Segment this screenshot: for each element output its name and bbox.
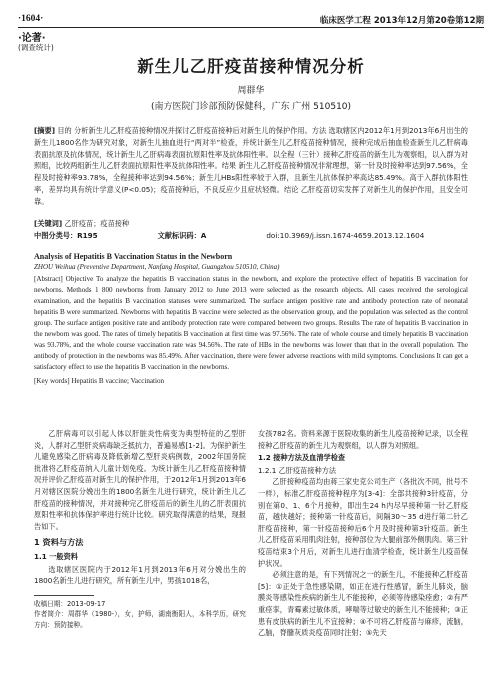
paragraph-1-1: 选取辖区医院内于2012年1月到2013年6月对分娩出生的1800名新生儿进行研究，所有新生儿中，男孩1018名， [34, 564, 246, 586]
header-rule [18, 27, 484, 28]
received-date: 收稿日期：2013-09-17 [34, 599, 106, 608]
cn-abstract [34, 125, 468, 208]
cn-abstract-label: [摘要] [34, 126, 55, 135]
running-header [18, 14, 484, 28]
right-column [258, 428, 468, 639]
section-heading-1: 1 资料与方法 [34, 537, 84, 548]
en-abstract: [Abstract] Objective To analyze the hepatitis B vaccination status in the newborn, and explore the protective effect of hepatitis B vaccination for newborns. Methods 1 800 newborns from January 2012 to June 2013 were selected as the research objects. All cases received the serological examination, and the hepatitis B vaccination statuses were summarized. The surface antigen positive rate and antibody protection rate of neonatal hepatitis B were summarized. Newborns with hepatitis B vaccine were selected as the observation group, and the population was selected as the control group. The surface antigen positive rate and antibody protection rate were compared between two groups. Results The rate of hepatitis B vaccination in the newborn was good. The rates of timely hepatitis B vaccination at first time was 97.56%. The rate of whole course and timely hepatitis B vaccination was 93.78%, and the whole course vaccination rate was 94.56%. The rate of HBs in the newborns was lower than that in the overall population. The antibody of protection in the newborns was 85.49%. After vaccination, there were fewer adverse reactions with mild symptoms. Conclusions It can get a satisfactory effect to use the hepatitis B vaccination in the newborns. [34, 275, 468, 371]
section-heading-1-2-1: 1.2.1 乙肝疫苗接种方法 [258, 465, 337, 475]
cn-keywords [34, 218, 468, 230]
author: 周群华 [237, 86, 265, 96]
english-abstract-block [34, 252, 468, 385]
section-heading-1-2: 1.2 接种方法及血清学检查 [258, 453, 346, 463]
en-author: ZHOU Weihua (Preventive Department, Nanfang Hospital, Guangzhou 510510, China) [34, 263, 280, 271]
clc-number: 中图分类号：R195 [34, 230, 98, 240]
paragraph-continue: 女孩782名。资料来源于医院收集的新生儿疫苗接种记录，以全程接种乙肝疫苗的新生儿为观察组，以人群为对照组。 [258, 429, 468, 450]
cn-keywords-text: 乙肝疫苗；疫苗接种 [64, 219, 130, 228]
page-number: ·1604· [18, 14, 44, 24]
classification-row [34, 230, 468, 242]
doc-code: 文献标识码：A [157, 230, 207, 240]
left-column [34, 428, 246, 630]
footnote-rule [34, 595, 94, 596]
doi: doi:10.3969/j.issn.1674-4659.2013.12.1604 [266, 230, 425, 240]
cn-meta [34, 218, 468, 242]
section-heading-1-1: 1.1 一般资料 [34, 551, 78, 561]
journal-info: 临床医学工程 2013年12月第20卷第12期 [319, 16, 484, 26]
paragraph-method: 乙肝接种疫苗均由蒋三家史克公司生产（各批次不同，批号不一样），标准乙肝疫苗接种程序为[3-4]：全部共接种3针疫苗，分别在第0、1、6个月接种，即出生24 h内尽早接种第一针乙肝疫苗，越快越好；接种第一针疫苗后，间隔30～35 d进行第二针乙肝疫苗接种，第一针疫苗接种后6个月及时接种第3针疫苗。新生儿乙肝疫苗采用肌肉注射，接种部位为大腿前部外侧肌肉。第三针疫苗结束3个月后，对新生儿进行血清学检查，统计新生儿疫苗保护状况。 [258, 477, 468, 568]
author-bio: 作者简介：周群华（1980-），女，护师，湖南衡阳人，本科学历，研究方向：预防接种。 [34, 610, 246, 629]
column-subtitle: (调查统计) [18, 43, 54, 52]
column-title: ·论著· [18, 33, 46, 44]
en-keywords: [Key words] Hepatitis B vaccine; Vaccination [34, 377, 165, 385]
cn-abstract-text: 目的 分析新生儿乙肝疫苗接种情况并探讨乙肝疫苗接种后对新生儿的保护作用。方法 选取辖区内2012年1月到2013年6月出生的新生儿1800名作为研究对象，对新生儿抽血进行“两对半”检查，并统计新生儿乙肝疫苗接种情况，接种完成后抽血检查新生儿乙肝病毒表面抗原及抗体情况，统计新生儿乙肝病毒表面抗原阳性率及抗体阳性率。以全程（三针）接种乙肝疫苗的新生儿为观察组，以入群为对照组，比较两组新生儿乙肝表面抗原阳性率及抗体阳性率。结果 新生儿乙肝疫苗接种情况非常理想，第一针及时接种率达到97.56%，全程及时接种率93.78%，全程接种率达到94.56%；新生儿HBs阳性率较于入群，且新生儿抗体保护率高达85.49%。高于入群抗体阳性率，差异均具有统计学意义(P<0.05)；疫苗接种后，不良反应少且症状轻微。结论 乙肝疫苗切实发挥了对新生儿的保护作用，且安全可靠。 [34, 126, 468, 206]
cn-keywords-label: [关键词] [34, 219, 63, 228]
affiliation: (南方医院门诊部预防保健科，广东 广州 510510) [150, 102, 352, 112]
paragraph-contraindications: 必须注意的是，有下列情况之一的新生儿，不能接种乙肝疫苗[5]：①正处于急性感染期，如正在进行性感冒，新生儿肺炎，脑膜炎等感染性疾病的新生儿不能接种，必须等待感染痊愈；②有严重痉挛，青霉素过敏体质，哮喘等过敏史的新生儿不能接种；③正患有皮肤病的新生儿不宜接种；④不可将乙肝疫苗与麻疹，流脑，乙脑，脊髓灰质炎疫苗同时注射；⑤先天 [258, 570, 468, 638]
intro-paragraph: 乙肝病毒可以引起人体以肝脏炎性病变为典型特征的乙型肝炎，人群对乙型肝炎病毒缺乏抵抗力，普遍易感[1-2]。为保护新生儿避免感染乙肝病毒及降低新增乙型肝炎病例数，2002年国务院批准将乙肝疫苗纳入儿童计划免疫。为统计新生儿乙肝疫苗接种情况并评价乙肝疫苗对新生儿的保护作用，于2012年1月到2013年6月对辖区医院分娩出生的1800名新生儿进行研究，统计新生儿乙肝疫苗的接种情况，并对接种完乙肝疫苗后的新生儿的乙肝表面抗原阳性率和抗体保护率进行统计比较。研究取得满意的结果，现报告如下。 [34, 429, 246, 531]
en-title: Analysis of Hepatitis B Vaccination Status in the Newborn [34, 252, 233, 261]
article-title: 新生儿乙肝疫苗接种情况分析 [137, 57, 365, 76]
